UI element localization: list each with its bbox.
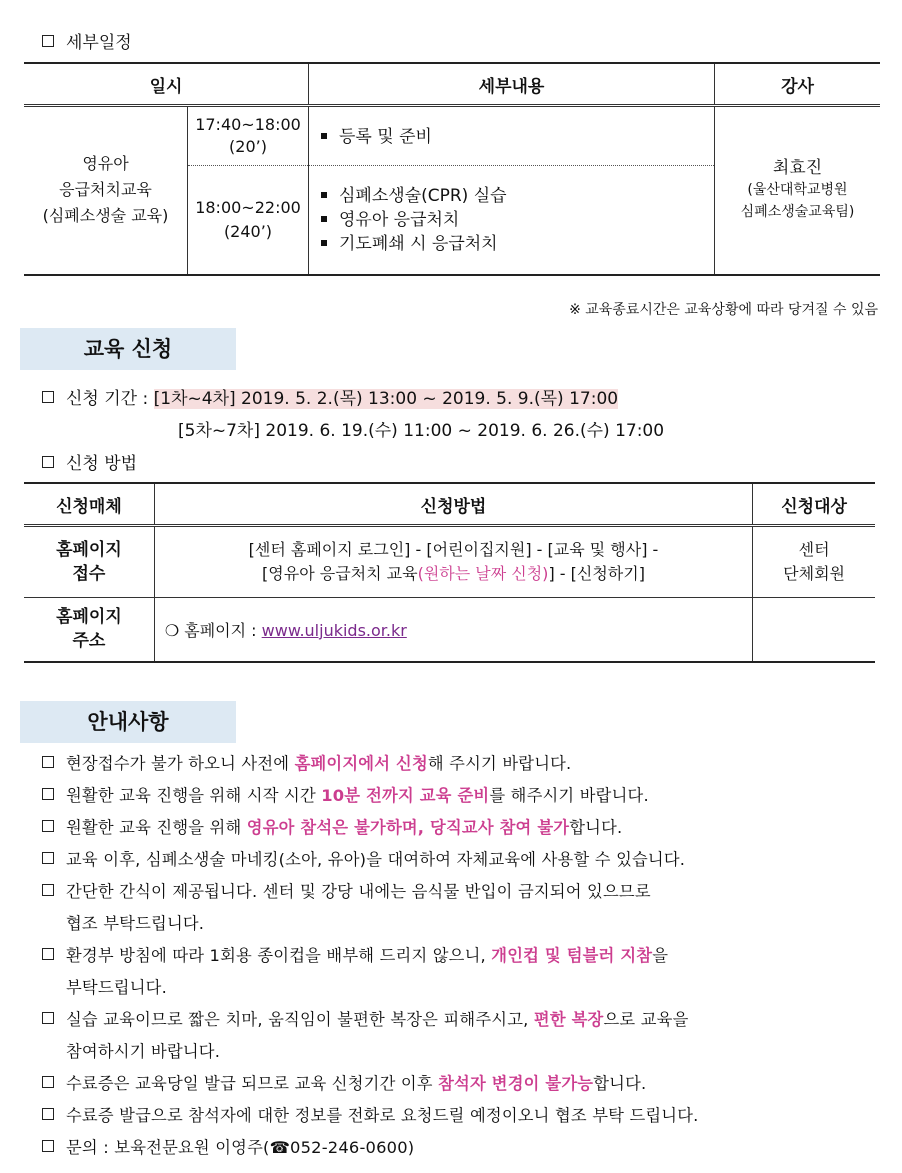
notice-list xyxy=(42,748,892,1164)
method-cell-1: [센터 홈페이지 로그인] - [어린이집지원] - [교육 및 행사] - [영유아 응급처치 교육(원하는 날짜 신청)] - [신청하기] xyxy=(154,526,752,598)
notice-item: 환경부 방침에 따라 1회용 종이컵을 배부해 드리지 않으니, 개인컵 및 텀블러 지참을 xyxy=(42,940,892,972)
notice-item: 수료증 발급으로 참석자에 대한 정보를 전화로 요청드릴 예정이오니 협조 부탁 드립니다. xyxy=(42,1100,892,1132)
notice-item-cont: 참여하시기 바랍니다. xyxy=(66,1042,221,1061)
target-cell-1: 센터 단체회원 xyxy=(753,526,875,598)
application-period: 신청 기간 : [1차~4차] 2019. 5. 2.(목) 13:00 ~ 2019. 5. 9.(목) 17:00 xyxy=(42,384,618,409)
col-media: 신청매체 xyxy=(24,484,154,526)
checkbox-bullet-icon xyxy=(42,391,54,403)
col-datetime: 일시 xyxy=(24,64,309,106)
instructor-cell: 최효진 (울산대학교병원 심폐소생술교육팀) xyxy=(715,106,881,275)
media-cell-2: 홈페이지 주소 xyxy=(24,598,154,662)
notice-item: 원활한 교육 진행을 위해 시작 시간 10분 전까지 교육 준비를 해주시기 바랍니다. xyxy=(42,780,892,812)
media-cell-1: 홈페이지 접수 xyxy=(24,526,154,598)
checkbox-bullet-icon xyxy=(42,456,54,468)
col-method: 신청방법 xyxy=(154,484,752,526)
schedule-footnote: ※ 교육종료시간은 교육상황에 따라 당겨질 수 있음 xyxy=(569,302,878,318)
notice-item-cont: 부탁드립니다. xyxy=(66,978,167,997)
period-second: [5차~7차] 2019. 6. 19.(수) 11:00 ~ 2019. 6. 26.(수) 17:00 xyxy=(178,421,665,441)
target-cell-2 xyxy=(753,598,875,662)
col-instructor: 강사 xyxy=(715,64,881,106)
time-cell-1: 17:40~18:00 (20’) xyxy=(188,106,309,166)
time-cell-2: 18:00~22:00 (240’) xyxy=(188,166,309,275)
notice-item: 수료증은 교육당일 발급 되므로 교육 신청기간 이후 참석자 변경이 불가능합니다. xyxy=(42,1068,892,1100)
notice-item: 간단한 간식이 제공됩니다. 센터 및 강당 내에는 음식물 반입이 금지되어 있으므로 xyxy=(42,876,892,908)
period-first: [1차~4차] 2019. 5. 2.(목) 13:00 ~ 2019. 5. 9.(목) 17:00 xyxy=(153,389,619,409)
notice-title: 안내사항 xyxy=(20,701,236,743)
details-cell-2: 심폐소생술(CPR) 실습 영유아 응급처치 기도폐쇄 시 응급처치 xyxy=(309,166,715,275)
notice-item: 현장접수가 불가 하오니 사전에 홈페이지에서 신청해 주시기 바랍니다. xyxy=(42,748,892,780)
application-title: 교육 신청 xyxy=(20,328,236,370)
schedule-heading: 세부일정 xyxy=(42,28,132,53)
notice-item-contact: 문의 : 보육전문요원 이영주(☎052-246-0600) xyxy=(42,1132,892,1164)
method-cell-2: ❍ 홈페이지 : www.uljukids.or.kr xyxy=(154,598,752,662)
notice-item-cont: 협조 부탁드립니다. xyxy=(66,914,205,933)
checkbox-bullet-icon xyxy=(42,35,54,47)
col-details: 세부내용 xyxy=(309,64,715,106)
col-target: 신청대상 xyxy=(753,484,875,526)
program-cell: 영유아 응급처치교육 (심폐소생술 교육) xyxy=(24,106,188,275)
details-cell-1: 등록 및 준비 xyxy=(309,106,715,166)
notice-item: 원활한 교육 진행을 위해 영유아 참석은 불가하며, 당직교사 참여 불가합니다. xyxy=(42,812,892,844)
application-table xyxy=(24,484,875,663)
homepage-link[interactable]: www.uljukids.or.kr xyxy=(261,620,407,640)
schedule-table xyxy=(24,64,880,276)
method-heading: 신청 방법 xyxy=(42,449,137,474)
notice-item: 실습 교육이므로 짧은 치마, 움직임이 불편한 복장은 피해주시고, 편한 복장으로 교육을 xyxy=(42,1004,892,1036)
notice-item: 교육 이후, 심폐소생술 마네킹(소아, 유아)을 대여하여 자체교육에 사용할 수 있습니다. xyxy=(42,844,892,876)
